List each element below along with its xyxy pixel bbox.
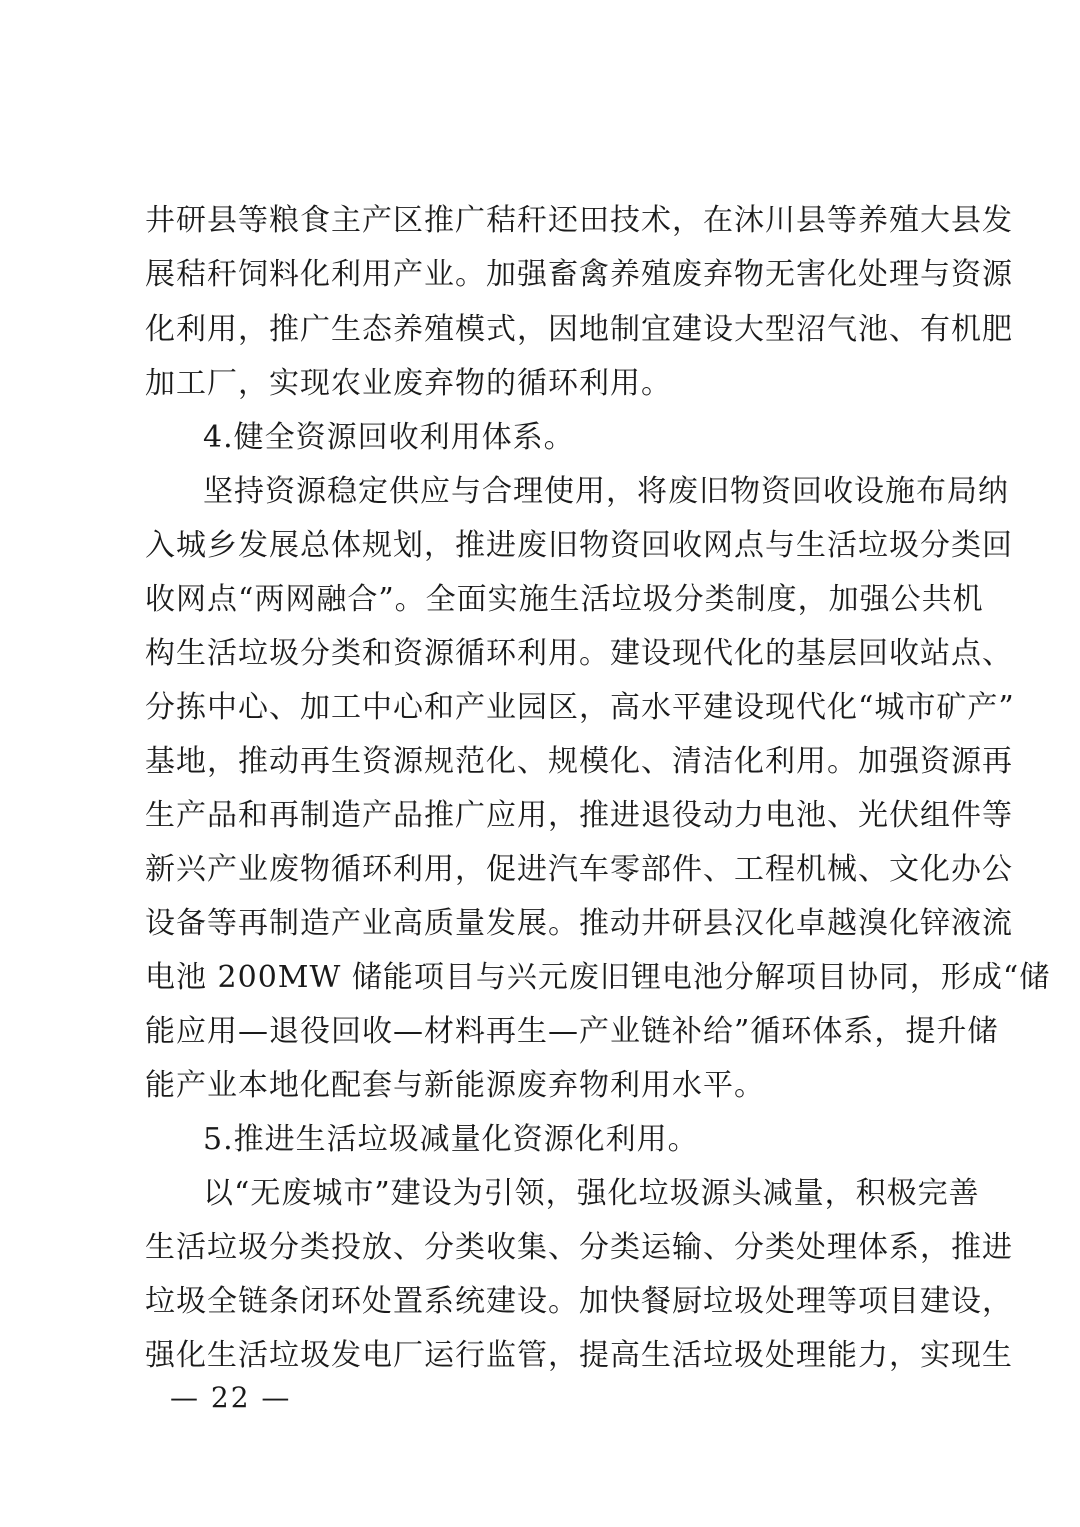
paragraph-3-line-4: 强化生活垃圾发电厂运行监管，提高生活垃圾处理能力，实现生: [145, 1338, 1013, 1373]
paragraph-2-line-3: 收网点“两网融合”。全面实施生活垃圾分类制度，加强公共机: [145, 582, 984, 617]
paragraph-3-line-3: 垃圾全链条闭环处置系统建设。加快餐厨垃圾处理等项目建设，: [145, 1284, 1013, 1319]
paragraph-2-line-7: 生产品和再制造产品推广应用，推进退役动力电池、光伏组件等: [145, 798, 1013, 833]
paragraph-2-line-2: 入城乡发展总体规划，推进废旧物资回收网点与生活垃圾分类回: [145, 528, 1013, 563]
paragraph-2-line-11: 能应用—退役回收—材料再生—产业链补给”循环体系，提升储: [145, 1014, 999, 1049]
paragraph-2-line-8: 新兴产业废物循环利用，促进汽车零部件、工程机械、文化办公: [145, 852, 1013, 887]
section-heading-4: 4.健全资源回收利用体系。: [203, 420, 575, 455]
paragraph-1-line-1: 井研县等粮食主产区推广秸秆还田技术，在沐川县等养殖大县发: [145, 203, 1013, 238]
paragraph-3-line-1: 以“无废城市”建设为引领，强化垃圾源头减量，积极完善: [203, 1176, 980, 1211]
section-heading-5: 5.推进生活垃圾减量化资源化利用。: [203, 1122, 699, 1157]
paragraph-2-line-9: 设备等再制造产业高质量发展。推动井研县汉化卓越溴化锌液流: [145, 906, 1013, 941]
paragraph-1-line-2: 展秸秆饲料化利用产业。加强畜禽养殖废弃物无害化处理与资源: [145, 257, 1013, 292]
paragraph-1-line-4: 加工厂，实现农业废弃物的循环利用。: [145, 366, 672, 401]
paragraph-2-line-10: 电池 200MW 储能项目与兴元废旧锂电池分解项目协同，形成“储: [145, 960, 1051, 995]
paragraph-2-line-4: 构生活垃圾分类和资源循环利用。建设现代化的基层回收站点、: [145, 636, 1013, 671]
paragraph-2-line-5: 分拣中心、加工中心和产业园区，高水平建设现代化“城市矿产”: [145, 690, 1015, 725]
paragraph-1-line-3: 化利用，推广生态养殖模式，因地制宜建设大型沼气池、有机肥: [145, 312, 1013, 347]
page-number: — 22 —: [170, 1381, 292, 1414]
paragraph-2-line-1: 坚持资源稳定供应与合理使用，将废旧物资回收设施布局纳: [203, 474, 1009, 509]
paragraph-2-line-12: 能产业本地化配套与新能源废弃物利用水平。: [145, 1068, 765, 1103]
paragraph-3-line-2: 生活垃圾分类投放、分类收集、分类运输、分类处理体系，推进: [145, 1230, 1013, 1265]
paragraph-2-line-6: 基地，推动再生资源规范化、规模化、清洁化利用。加强资源再: [145, 744, 1013, 779]
